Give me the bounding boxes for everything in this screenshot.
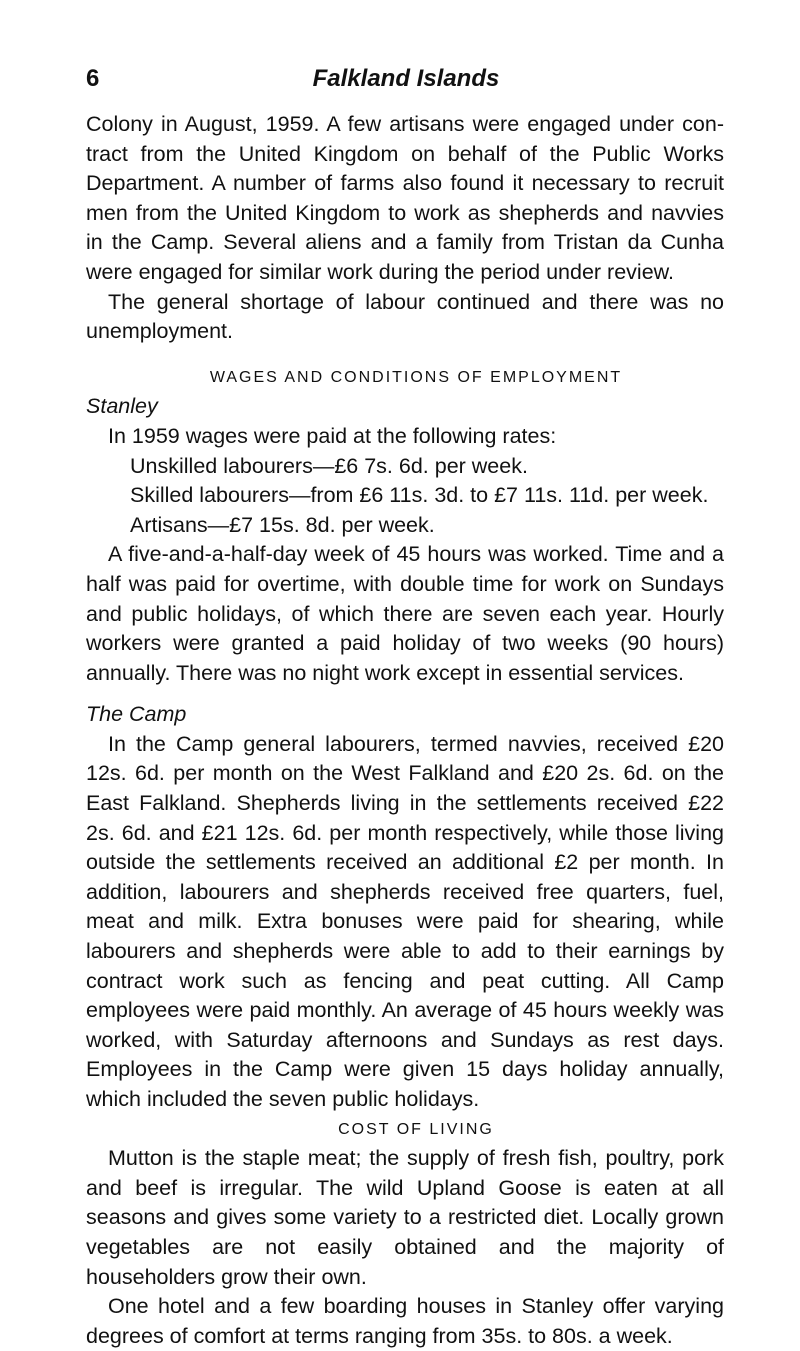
- stanley-lead: In 1959 wages were paid at the following rates:: [108, 423, 557, 448]
- rate-artisans: Artisans—£7 15s. 8d. per week.: [130, 512, 435, 537]
- rate-unskilled: Unskilled labourers—£6 7s. 6d. per week.: [130, 453, 528, 478]
- camp-paragraph: In the Camp general labourers, termed navvies, received £20 12s. 6d. per month on the West Falkland and £20 2s. 6d. on the East Falkland. Shepherds living in the settlements received £22 2s. 6d. and £21 12s. 6d. per month respectively, while those living outside the settlements received an additional £2 per month. In addition, labourers and shepherds received free quarters, fuel, meat and milk. Extra bonuses were paid for shearing, while labourers and shepherds were able to add to their earnings by contract work such as fencing and peat cutting. All Camp employees were paid monthly. An average of 45 hours weekly was worked, with Saturday afternoons and Sundays as rest days. Employees in the Camp were given 15 days holiday annually, which included the seven public holidays.: [86, 731, 724, 1111]
- camp-subheading: The Camp: [86, 702, 187, 727]
- intro-paragraph: Colony in August, 1959. A few artisans were engaged under contract from the United Kingdom on behalf of the Public Works Department. A number of farms also found it necessary to recruit men from the United Kingdom to work as shepherds and navvies in the Camp. Several aliens and a family from Tristan da Cunha were engaged for similar work during the period under review.: [86, 112, 724, 284]
- cost-paragraph-food: Mutton is the staple meat; the supply of fresh fish, poultry, pork and beef is irregular. The wild Upland Goose is eaten at all seasons and gives some variety to a restricted diet. Locally grown vegetables are not easily obtained and the majority of householders grow their own.: [86, 1146, 724, 1289]
- stanley-paragraph: A five-and-a-half-day week of 45 hours was worked. Time and a half was paid for overtime, with double time for work on Sundays and public holidays, of which there are seven each year. Hourly workers were granted a paid holiday of two weeks (90 hours) annually. There was no night work except in essential services.: [86, 542, 724, 685]
- page-header: [86, 62, 726, 96]
- running-title: Falkland Islands: [312, 65, 500, 92]
- wages-heading: WAGES AND CONDITIONS OF EMPLOYMENT: [209, 368, 623, 386]
- page-number: 6: [86, 65, 100, 92]
- stanley-subheading: Stanley: [86, 394, 158, 419]
- rate-skilled: Skilled labourers—from £6 11s. 3d. to £7 11s. 11d. per week.: [130, 483, 709, 508]
- cost-paragraph-hotels: One hotel and a few boarding houses in Stanley offer varying degrees of comfort at terms ranging from 35s. to 80s. a week.: [86, 1294, 724, 1348]
- unemployment-paragraph: The general shortage of labour continued and there was no unemployment.: [86, 289, 724, 344]
- page-body: [86, 110, 724, 1351]
- cost-heading: COST OF LIVING: [338, 1120, 494, 1138]
